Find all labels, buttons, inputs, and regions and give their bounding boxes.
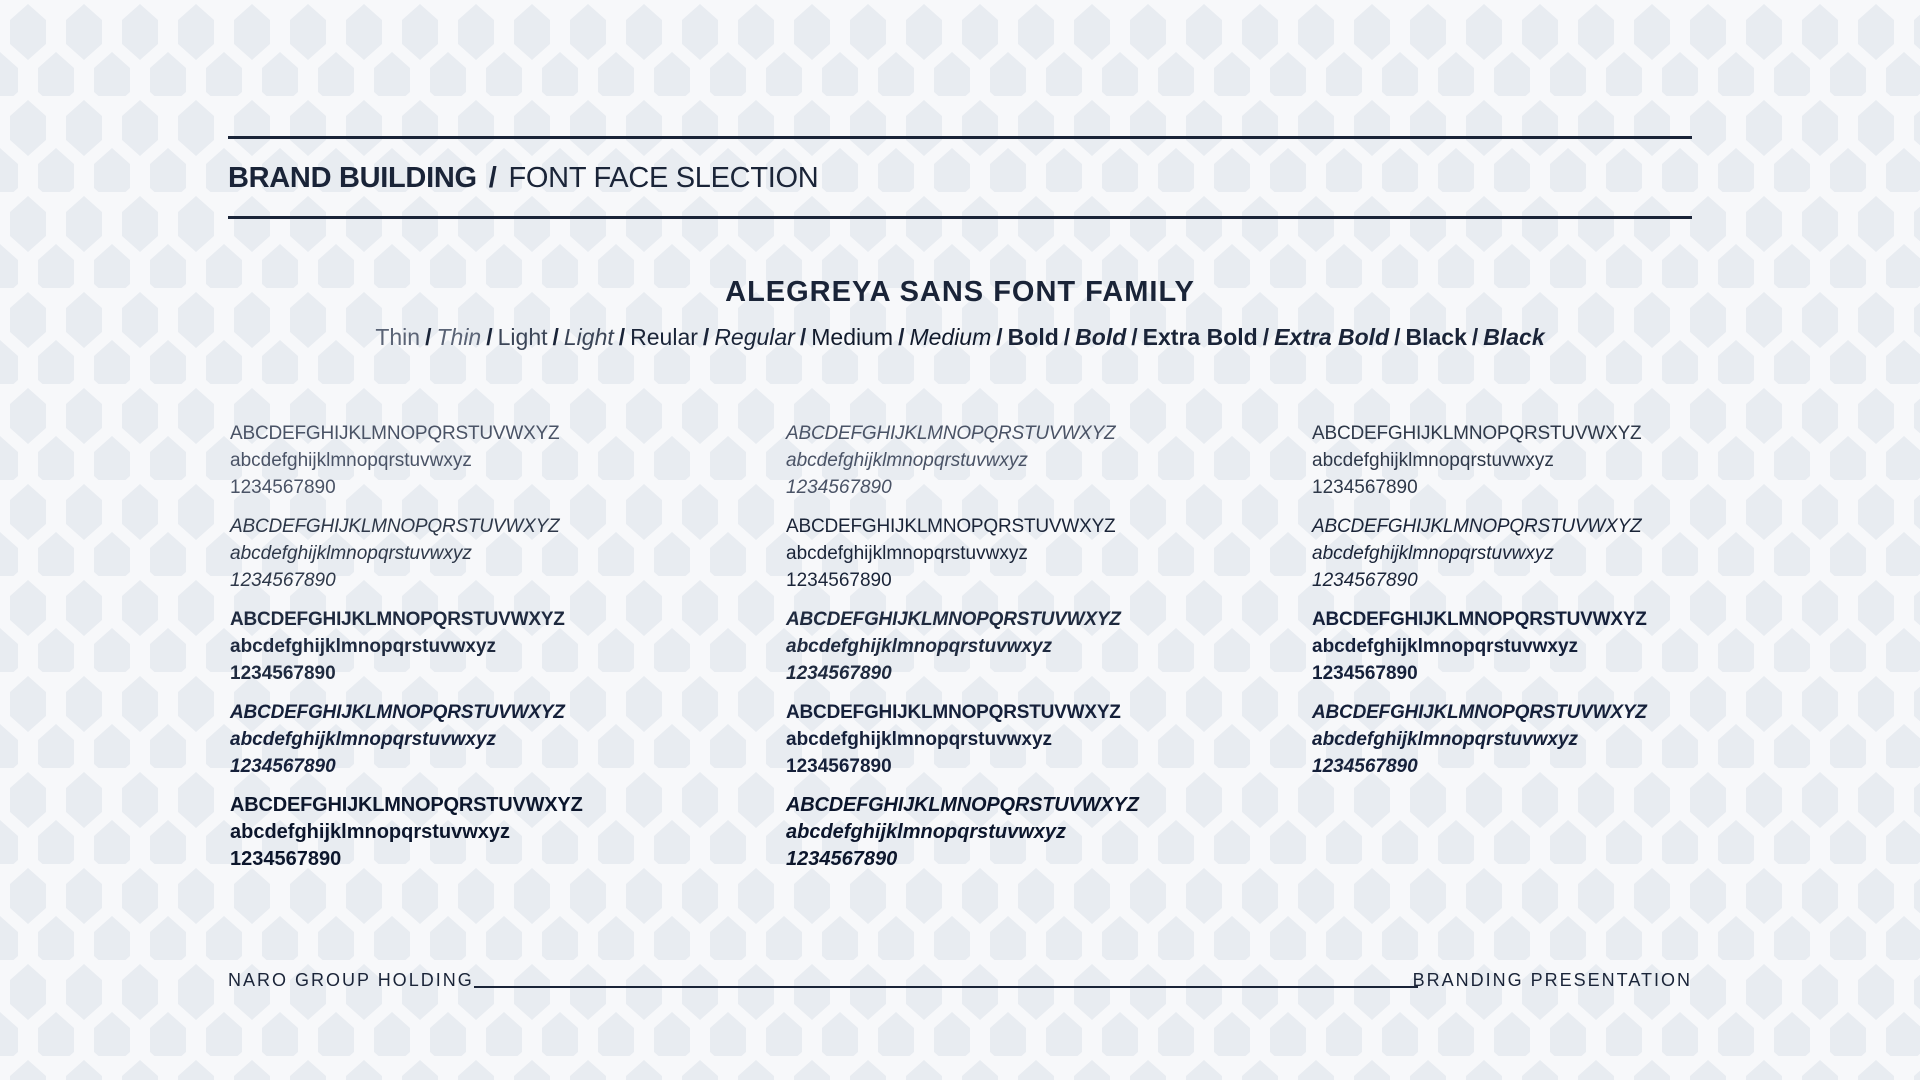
sample-uppercase: ABCDEFGHIJKLMNOPQRSTUVWXYZ bbox=[786, 609, 1121, 630]
sample-uppercase: ABCDEFGHIJKLMNOPQRSTUVWXYZ bbox=[230, 794, 583, 816]
sample-column-2 bbox=[786, 420, 1139, 885]
weight-label-regular-italic: Regular bbox=[714, 324, 795, 350]
weight-separator: / bbox=[425, 324, 432, 350]
sample-extra-bold-italic bbox=[1312, 699, 1647, 792]
sample-lowercase: abcdefghijklmnopqrstuvwxyz bbox=[1312, 729, 1579, 750]
sample-black bbox=[230, 792, 583, 885]
header-top-rule bbox=[228, 136, 1692, 139]
sample-digits: 1234567890 bbox=[230, 570, 336, 591]
weight-label-extrabold-italic: Extra Bold bbox=[1274, 324, 1390, 350]
sample-extra-bold bbox=[786, 699, 1139, 792]
sample-medium-italic bbox=[786, 606, 1139, 699]
sample-digits: 1234567890 bbox=[230, 756, 336, 777]
font-weights-list bbox=[0, 324, 1920, 351]
sample-uppercase: ABCDEFGHIJKLMNOPQRSTUVWXYZ bbox=[230, 702, 565, 723]
sample-digits: 1234567890 bbox=[786, 756, 892, 777]
sample-column-1 bbox=[230, 420, 583, 885]
sample-regular-italic bbox=[1312, 513, 1647, 606]
sample-lowercase: abcdefghijklmnopqrstuvwxyz bbox=[230, 636, 497, 657]
footer-rule bbox=[474, 986, 1418, 988]
sample-thin bbox=[230, 420, 583, 513]
sample-digits: 1234567890 bbox=[1312, 756, 1418, 777]
sample-digits: 1234567890 bbox=[1312, 570, 1418, 591]
sample-digits: 1234567890 bbox=[786, 663, 892, 684]
weight-label-light: Light bbox=[497, 324, 548, 350]
sample-digits: 1234567890 bbox=[786, 477, 892, 498]
sample-light-italic bbox=[230, 513, 583, 606]
font-family-title: ALEGREYA SANS FONT FAMILY bbox=[725, 276, 1195, 308]
sample-uppercase: ABCDEFGHIJKLMNOPQRSTUVWXYZ bbox=[230, 609, 565, 630]
header-bottom-rule bbox=[228, 216, 1692, 219]
sample-lowercase: abcdefghijklmnopqrstuvwxyz bbox=[230, 729, 497, 750]
weight-label-black-italic: Black bbox=[1483, 324, 1545, 350]
weight-label-black: Black bbox=[1405, 324, 1467, 350]
sample-uppercase: ABCDEFGHIJKLMNOPQRSTUVWXYZ bbox=[786, 702, 1121, 723]
weight-separator: / bbox=[996, 324, 1003, 350]
weight-label-medium: Medium bbox=[811, 324, 894, 350]
sample-digits: 1234567890 bbox=[786, 570, 892, 591]
sample-uppercase: ABCDEFGHIJKLMNOPQRSTUVWXYZ bbox=[786, 423, 1116, 444]
sample-uppercase: ABCDEFGHIJKLMNOPQRSTUVWXYZ bbox=[786, 516, 1116, 537]
sample-lowercase: abcdefghijklmnopqrstuvwxyz bbox=[1312, 450, 1554, 471]
weight-label-bold: Bold bbox=[1007, 324, 1059, 350]
sample-lowercase: abcdefghijklmnopqrstuvwxyz bbox=[230, 543, 472, 564]
sample-digits: 1234567890 bbox=[230, 663, 336, 684]
weight-separator: / bbox=[898, 324, 905, 350]
section-name: BRAND BUILDING bbox=[228, 162, 477, 194]
sample-black-italic bbox=[786, 792, 1139, 885]
sample-digits: 1234567890 bbox=[230, 477, 336, 498]
weight-separator: / bbox=[1262, 324, 1270, 350]
sample-thin-italic bbox=[786, 420, 1139, 513]
sample-light bbox=[1312, 420, 1647, 513]
slide-title: FONT FACE SLECTION bbox=[508, 162, 819, 194]
sample-lowercase: abcdefghijklmnopqrstuvwxyz bbox=[1312, 543, 1554, 564]
sample-uppercase: ABCDEFGHIJKLMNOPQRSTUVWXYZ bbox=[1312, 609, 1647, 630]
weight-separator: / bbox=[486, 324, 493, 350]
sample-digits: 1234567890 bbox=[1312, 663, 1418, 684]
weight-separator: / bbox=[702, 324, 710, 350]
sample-uppercase: ABCDEFGHIJKLMNOPQRSTUVWXYZ bbox=[230, 516, 560, 537]
weight-label-regular: Reular bbox=[630, 324, 698, 350]
sample-uppercase: ABCDEFGHIJKLMNOPQRSTUVWXYZ bbox=[1312, 516, 1642, 537]
weight-separator: / bbox=[1131, 324, 1138, 350]
sample-digits: 1234567890 bbox=[786, 848, 898, 870]
footer-company: NARO GROUP HOLDING bbox=[228, 970, 474, 990]
weight-label-medium-italic: Medium bbox=[909, 324, 992, 350]
sample-uppercase: ABCDEFGHIJKLMNOPQRSTUVWXYZ bbox=[1312, 702, 1647, 723]
sample-lowercase: abcdefghijklmnopqrstuvwxyz bbox=[786, 729, 1053, 750]
weight-label-light-italic: Light bbox=[563, 324, 614, 350]
weight-separator: / bbox=[1063, 324, 1071, 350]
sample-column-3 bbox=[1312, 420, 1647, 792]
sample-lowercase: abcdefghijklmnopqrstuvwxyz bbox=[1312, 636, 1579, 657]
weight-separator: / bbox=[1471, 324, 1479, 350]
sample-uppercase: ABCDEFGHIJKLMNOPQRSTUVWXYZ bbox=[786, 794, 1139, 816]
sample-regular bbox=[786, 513, 1139, 606]
sample-digits: 1234567890 bbox=[230, 848, 342, 870]
sample-bold bbox=[1312, 606, 1647, 699]
weight-label-extrabold: Extra Bold bbox=[1142, 324, 1258, 350]
sample-lowercase: abcdefghijklmnopqrstuvwxyz bbox=[230, 450, 472, 471]
sample-lowercase: abcdefghijklmnopqrstuvwxyz bbox=[230, 821, 511, 843]
sample-uppercase: ABCDEFGHIJKLMNOPQRSTUVWXYZ bbox=[1312, 423, 1642, 444]
weight-label-thin: Thin bbox=[375, 324, 421, 350]
weight-separator: / bbox=[1394, 324, 1401, 350]
weight-separator: / bbox=[618, 324, 626, 350]
sample-lowercase: abcdefghijklmnopqrstuvwxyz bbox=[786, 636, 1053, 657]
sample-medium bbox=[230, 606, 583, 699]
weight-label-bold-italic: Bold bbox=[1075, 324, 1127, 350]
page-title bbox=[228, 158, 818, 198]
sample-digits: 1234567890 bbox=[1312, 477, 1418, 498]
sample-lowercase: abcdefghijklmnopqrstuvwxyz bbox=[786, 450, 1028, 471]
sample-lowercase: abcdefghijklmnopqrstuvwxyz bbox=[786, 543, 1028, 564]
weight-separator: / bbox=[552, 324, 559, 350]
weight-separator: / bbox=[799, 324, 807, 350]
weight-label-thin-italic: Thin bbox=[436, 324, 482, 350]
footer-document-type: BRANDING PRESENTATION bbox=[1412, 970, 1692, 990]
sample-lowercase: abcdefghijklmnopqrstuvwxyz bbox=[786, 821, 1067, 843]
sample-uppercase: ABCDEFGHIJKLMNOPQRSTUVWXYZ bbox=[230, 423, 560, 444]
title-separator: / bbox=[488, 162, 497, 194]
sample-bold-italic bbox=[230, 699, 583, 792]
